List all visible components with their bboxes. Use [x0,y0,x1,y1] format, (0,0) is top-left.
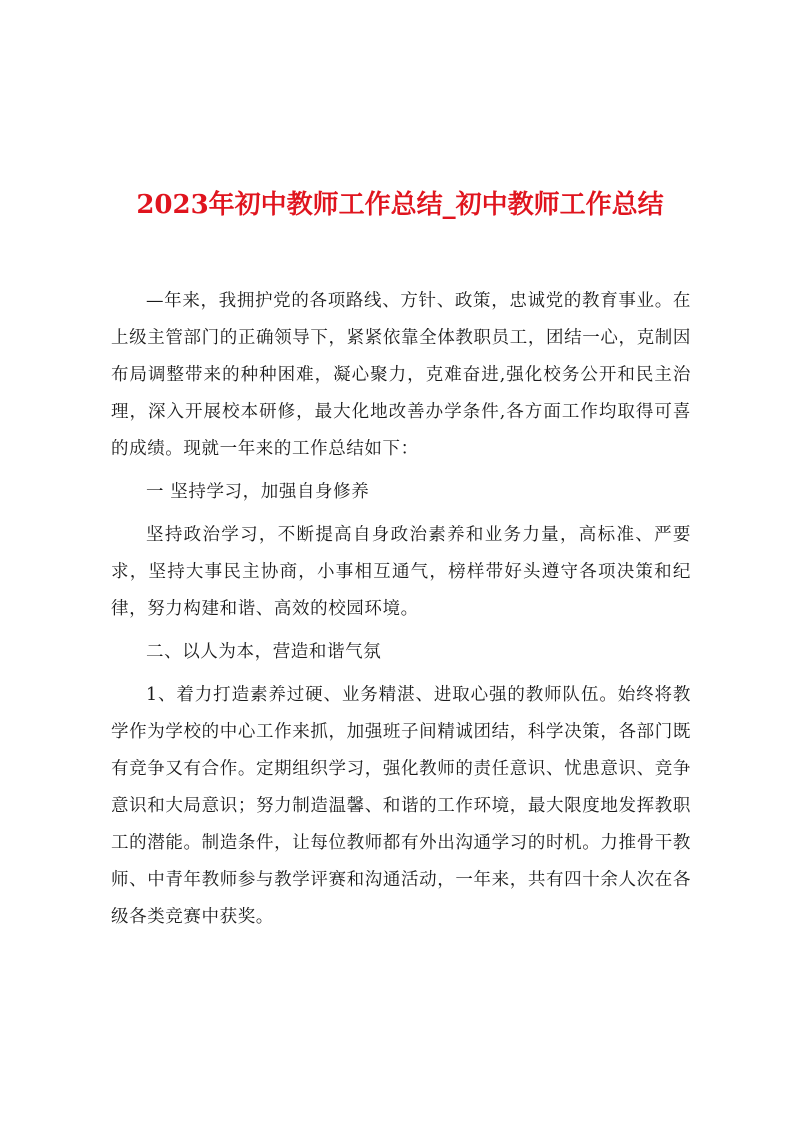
paragraph-section-1: 坚持政治学习，不断提高自身政治素养和业务力量，高标准、严要求，坚持大事民主协商，小事相互通气，榜样带好头遵守各项决策和纪律，努力构建和谐、高效的校园环境。 [111,525,691,619]
section-heading-2: 二、以人为本，营造和谐气氛 [146,642,382,662]
paragraph-section-2-item-1: 1、着力打造素养过硬、业务精湛、进取心强的教师队伍。始终将教学作为学校的中心工作来抓，加强班子间精诚团结，科学决策，各部门既有竞争又有合作。定期组织学习，强化教师的责任意识、忧患意识、竞争意识和大局意识；努力制造温馨、和谐的工作环境，最大限度地发挥教职工的潜能。制造条件，让每位教师都有外出沟通学习的时机。力推骨干教师、中青年教师参与教学评赛和沟通活动，一年来，共有四十余人次在各级各类竞赛中获奖。 [111,685,691,927]
section-heading-1: 一 坚持学习，加强自身修养 [146,482,370,502]
document-title: 2023年初中教师工作总结_初中教师工作总结 [136,190,664,221]
document-body [111,283,691,936]
paragraph-intro: —年来，我拥护党的各项路线、方针、政策，忠诚党的教育事业。在上级主管部门的正确领导下，紧紧依靠全体教职员工，团结一心，克制因布局调整带来的种种困难，凝心聚力，克难奋进,强化校务公开和民主治理，深入开展校本研修，最大化地改善办学条件,各方面工作均取得可喜的成绩。现就一年来的工作总结如下： [111,291,691,459]
